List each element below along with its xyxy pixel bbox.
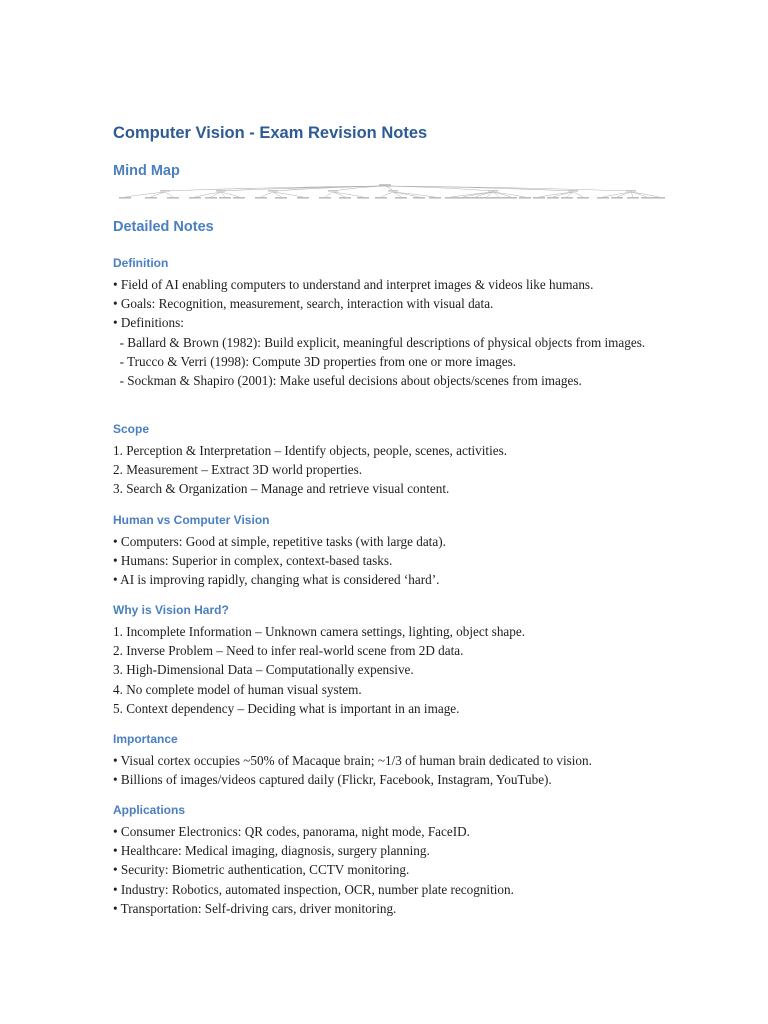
- mind-map-leaf-node: [641, 197, 653, 199]
- mind-map-leaf-line: [125, 192, 165, 197]
- mind-map-leaf-node: [255, 197, 267, 199]
- mind-map-leaf-line: [393, 192, 435, 197]
- mind-map-leaf-node: [205, 197, 217, 199]
- mind-map-leaf-node: [219, 197, 231, 199]
- mind-map-branch-node: [568, 190, 578, 192]
- mind-map-leaf-node: [357, 197, 369, 199]
- note-line: 3. High-Dimensional Data – Computationally expensive.: [113, 662, 414, 678]
- mind-map-leaf-node: [611, 197, 623, 199]
- mind-map-branch-node: [160, 190, 170, 192]
- mind-map-leaf-node: [547, 197, 559, 199]
- mind-map-leaf-node: [233, 197, 245, 199]
- mind-map-leaf-node: [597, 197, 609, 199]
- note-line: 1. Incomplete Information – Unknown camera settings, lighting, object shape.: [113, 624, 526, 639]
- mind-map-leaf-node: [339, 197, 351, 199]
- mind-map-leaf-node: [627, 197, 639, 199]
- mind-map-leaf-node: [469, 197, 481, 199]
- note-line: • Industry: Robotics, automated inspection, OCR, number plate recognition.: [113, 881, 514, 897]
- mind-map-leaf-line: [381, 192, 393, 197]
- mind-map-leaf-line: [333, 192, 363, 197]
- note-line: • Computers: Good at simple, repetitive tasks (with large data).: [113, 534, 446, 549]
- section-heading: Why is Vision Hard?: [113, 603, 229, 617]
- mind-map-leaf-node: [493, 197, 505, 199]
- mind-map-leaf-node: [533, 197, 545, 199]
- note-line: - Sockman & Shapiro (2001): Make useful decisions about objects/scenes from images.: [113, 373, 582, 389]
- mind-map-leaf-node: [577, 197, 589, 199]
- mind-map-branch-node: [626, 190, 636, 192]
- mind-map-leaf-line: [195, 192, 221, 197]
- note-line: • Visual cortex occupies ~50% of Macaque brain; ~1/3 of human brain dedicated to vision.: [113, 753, 592, 768]
- mind-map-leaf-node: [505, 197, 517, 199]
- mind-map-leaf-line: [603, 192, 631, 197]
- mind-map-leaf-node: [297, 197, 309, 199]
- mind-map-leaf-line: [573, 192, 583, 197]
- mind-map-leaf-node: [481, 197, 493, 199]
- detailed-notes-heading: Detailed Notes: [113, 219, 214, 235]
- section-human-vs-computer-vision: [113, 512, 673, 590]
- mind-map-leaf-node: [119, 197, 131, 199]
- mind-map-leaf-line: [631, 192, 633, 197]
- section-definition: [113, 255, 673, 390]
- note-line: • Consumer Electronics: QR codes, panorama, night mode, FaceID.: [113, 824, 470, 839]
- mind-map-leaf-line: [617, 192, 631, 197]
- mind-map-leaf-node: [457, 197, 469, 199]
- mind-map-leaf-node: [429, 197, 441, 199]
- note-line: • Goals: Recognition, measurement, search, interaction with visual data.: [113, 296, 494, 312]
- note-line: 5. Context dependency – Deciding what is important in an image.: [113, 700, 460, 716]
- document-title: Computer Vision - Exam Revision Notes: [113, 124, 428, 142]
- mind-map-leaf-node: [395, 197, 407, 199]
- mind-map-leaf-line: [325, 192, 333, 197]
- mind-map-leaf-node: [519, 197, 531, 199]
- section-heading: Definition: [113, 256, 169, 270]
- mind-map-branch-node: [488, 190, 498, 192]
- mind-map-root-node: [379, 184, 391, 186]
- note-line: 2. Measurement – Extract 3D world properties.: [113, 462, 363, 478]
- mind-map-leaf-node: [445, 197, 457, 199]
- mind-map-leaf-node: [275, 197, 287, 199]
- mind-map-leaf-line: [221, 192, 239, 197]
- mind-map-leaf-node: [561, 197, 573, 199]
- section-applications: [113, 802, 673, 918]
- mind-map-leaf-node: [189, 197, 201, 199]
- note-line: - Ballard & Brown (1982): Build explicit, meaningful descriptions of physical objects from images.: [113, 334, 646, 350]
- note-line: • Field of AI enabling computers to understand and interpret images & videos like humans.: [113, 277, 594, 292]
- mind-map-leaf-node: [145, 197, 157, 199]
- note-line: 3. Search & Organization – Manage and retrieve visual content.: [113, 481, 450, 497]
- section-heading: Applications: [113, 803, 186, 817]
- note-line: • Transportation: Self-driving cars, driver monitoring.: [113, 900, 397, 916]
- mind-map-diagram: [113, 183, 673, 205]
- mind-map-leaf-node: [167, 197, 179, 199]
- mind-map-leaf-node: [653, 197, 665, 199]
- mind-map-leaf-node: [413, 197, 425, 199]
- mind-map-leaf-line: [631, 192, 647, 197]
- mind-map-svg: [113, 183, 673, 205]
- note-line: 1. Perception & Interpretation – Identify objects, people, scenes, activities.: [113, 443, 508, 458]
- mind-map-leaf-node: [375, 197, 387, 199]
- section-heading: Scope: [113, 422, 150, 436]
- note-line: • Billions of images/videos captured daily (Flickr, Facebook, Instagram, YouTube).: [113, 772, 552, 788]
- mind-map-branch-node: [328, 190, 338, 192]
- mind-map-leaf-line: [165, 192, 173, 197]
- note-line: • Humans: Superior in complex, context-based tasks.: [113, 553, 393, 569]
- section-heading: Human vs Computer Vision: [113, 513, 270, 527]
- mind-map-leaf-line: [493, 192, 511, 197]
- note-line: 4. No complete model of human visual system.: [113, 681, 362, 697]
- note-line: • Healthcare: Medical imaging, diagnosis, surgery planning.: [113, 843, 430, 859]
- note-line: - Trucco & Verri (1998): Compute 3D properties from one or more images.: [113, 353, 516, 369]
- mind-map-leaf-line: [261, 192, 273, 197]
- mind-map-branch-node: [268, 190, 278, 192]
- note-line: • Definitions:: [113, 315, 184, 331]
- section-heading: Importance: [113, 732, 178, 746]
- mind-map-heading: Mind Map: [113, 163, 180, 179]
- mind-map-leaf-node: [319, 197, 331, 199]
- note-line: • AI is improving rapidly, changing what is considered ‘hard’.: [113, 572, 440, 588]
- section-why-is-vision-hard: [113, 602, 673, 718]
- section-scope: [113, 421, 673, 499]
- note-line: • Security: Biometric authentication, CCTV monitoring.: [113, 862, 410, 878]
- mind-map-branch-node: [216, 190, 226, 192]
- section-importance: [113, 731, 673, 789]
- note-line: 2. Inverse Problem – Need to infer real-world scene from 2D data.: [113, 643, 464, 659]
- mind-map-branch-node: [388, 190, 398, 192]
